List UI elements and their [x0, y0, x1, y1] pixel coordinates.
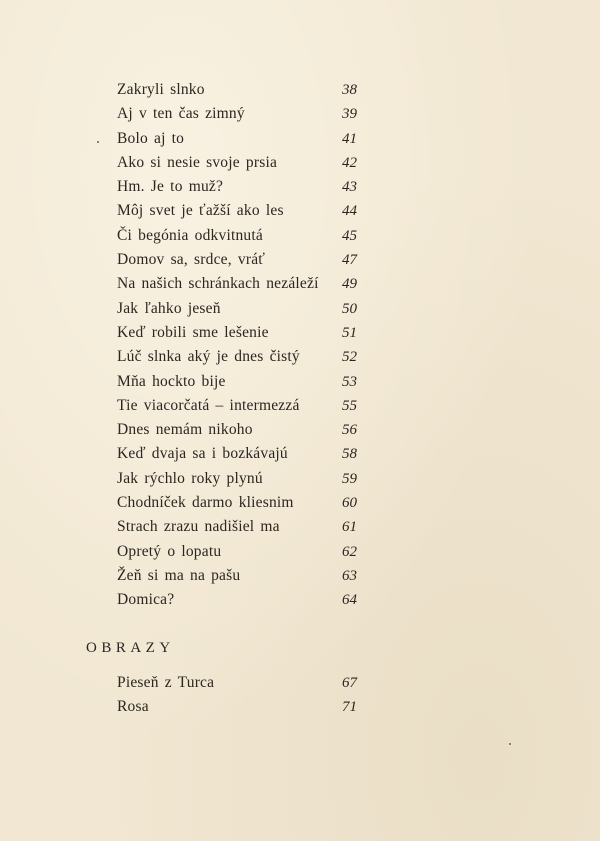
toc-title: Dnes nemám nikoho: [117, 421, 253, 439]
toc-title: Bolo aj to: [117, 129, 185, 147]
toc-entry: [117, 345, 357, 369]
toc-page-number: 71: [342, 699, 357, 716]
toc-page-number: 62: [342, 543, 357, 560]
toc-entry: [117, 175, 357, 199]
toc-page-number: 41: [342, 130, 357, 147]
toc-title: Keď dvaja sa i bozkávajú: [117, 445, 288, 463]
toc-page-number: 63: [342, 567, 357, 584]
toc-title: Na našich schránkach nezáleží: [117, 275, 319, 293]
toc-title: Keď robili sme lešenie: [117, 323, 269, 341]
toc-entry: [117, 491, 357, 515]
toc-page-number: 47: [342, 252, 357, 269]
toc-entry: [117, 102, 357, 126]
toc-page-number: 59: [342, 470, 357, 487]
toc-title: Rosa: [117, 698, 149, 716]
toc-title: Mňa hockto bije: [117, 372, 226, 390]
toc-title: Tie viacorčatá – intermezzá: [117, 396, 300, 414]
toc-entry: [117, 370, 357, 394]
toc-page-number: 51: [342, 324, 357, 341]
toc-entry: [117, 272, 357, 296]
toc-entry: [117, 671, 357, 695]
toc-page-number: 60: [342, 495, 357, 512]
toc-entry: [117, 540, 357, 564]
toc-title: Jak ľahko jeseň: [117, 299, 221, 317]
toc-title: Domov sa, srdce, vráť: [117, 251, 266, 269]
section-contents: [117, 671, 357, 720]
toc-title: Či begónia odkvitnutá: [117, 226, 263, 244]
toc-entry: [117, 199, 357, 223]
paper-speck: [509, 743, 511, 745]
toc-title: Domica?: [117, 591, 175, 609]
toc-entry: [117, 224, 357, 248]
toc-page-number: 53: [342, 373, 357, 390]
paper-speck: [97, 141, 99, 143]
toc-title: Môj svet je ťažší ako les: [117, 202, 284, 220]
toc-title: Aj v ten čas zimný: [117, 105, 245, 123]
toc-page-number: 38: [342, 82, 357, 98]
toc-entry: [117, 78, 357, 102]
toc-page-number: 44: [342, 203, 357, 220]
toc-page-number: 52: [342, 349, 357, 366]
toc-entry: [117, 297, 357, 321]
toc-entry: [117, 394, 357, 418]
toc-title: Strach zrazu nadišiel ma: [117, 518, 280, 536]
toc-title: Opretý o lopatu: [117, 542, 222, 560]
toc-entry: [117, 695, 357, 719]
toc-title: Zakryli slnko: [117, 81, 205, 98]
toc-page-number: 58: [342, 446, 357, 463]
toc-entry: [117, 442, 357, 466]
toc-page-number: 55: [342, 397, 357, 414]
toc-title: Hm. Je to muž?: [117, 178, 224, 196]
section-heading: OBRAZY: [86, 640, 175, 656]
toc-title: Lúč slnka aký je dnes čistý: [117, 348, 300, 366]
toc-entry: [117, 564, 357, 588]
toc-entry: [117, 248, 357, 272]
toc-page-number: 61: [342, 519, 357, 536]
toc-page-number: 45: [342, 227, 357, 244]
toc-page-number: 43: [342, 179, 357, 196]
toc-entry: [117, 127, 357, 151]
toc-entry: [117, 151, 357, 175]
toc-title: Chodníček darmo kliesnim: [117, 494, 294, 512]
toc-entry: [117, 321, 357, 345]
toc-title: Žeň si ma na pašu: [117, 566, 241, 584]
toc-title: Pieseň z Turca: [117, 674, 215, 691]
toc-page-number: 64: [342, 592, 357, 609]
toc-page-number: 50: [342, 300, 357, 317]
toc-entry: [117, 588, 357, 612]
toc-entry: [117, 467, 357, 491]
toc-title: Ako si nesie svoje prsia: [117, 153, 278, 171]
toc-page-number: 39: [342, 106, 357, 123]
toc-page-number: 67: [342, 675, 357, 691]
toc-page-number: 56: [342, 422, 357, 439]
toc-title: Jak rýchlo roky plynú: [117, 469, 263, 487]
toc-entry: [117, 515, 357, 539]
toc-page-number: 49: [342, 276, 357, 293]
table-of-contents: [117, 78, 357, 613]
toc-entry: [117, 418, 357, 442]
toc-page-number: 42: [342, 154, 357, 171]
